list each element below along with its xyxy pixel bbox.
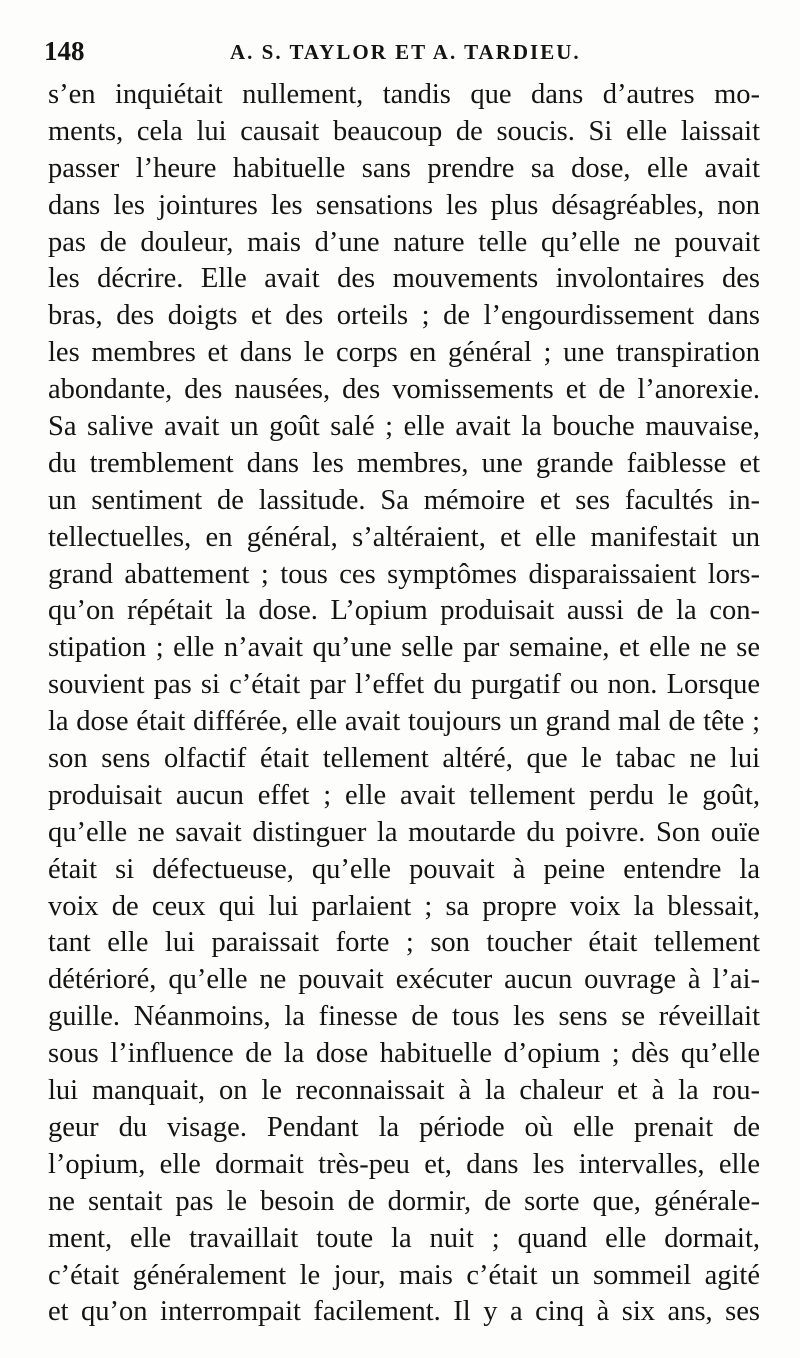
text-line: tant elle lui paraissait forte ; son toucher était tellement [48,927,760,959]
text-line: ment, elle travaillait toute la nuit ; quand elle dormait, [48,1222,760,1254]
text-line: et qu’on interrompait facilement. Il y a cinq à six ans, ses [48,1296,760,1328]
text-line: qu’on répétait la dose. L’opium produisait aussi de la con- [48,595,760,627]
text-line: guille. Néanmoins, la finesse de tous les sens se réveillait [48,1001,760,1033]
text-line: passer l’heure habituelle sans prendre sa dose, elle avait [48,152,760,184]
text-line: produisait aucun effet ; elle avait tellement perdu le goût, [48,779,760,811]
text-line: abondante, des nausées, des vomissements et de l’anorexie. [48,374,760,406]
text-line: tellectuelles, en général, s’altéraient, et elle manifestait un [48,521,760,553]
text-line: dans les jointures les sensations les plus désagréables, non [48,189,760,221]
text-line: lui manquait, on le reconnaissait à la chaleur et à la rou- [48,1075,760,1107]
text-line: les décrire. Elle avait des mouvements involontaires des [48,263,760,295]
text-line: souvient pas si c’était par l’effet du purgatif ou non. Lorsque [48,669,760,701]
text-line: sous l’influence de la dose habituelle d’opium ; dès qu’elle [48,1038,760,1070]
text-line: la dose était différée, elle avait toujours un grand mal de tête ; [48,706,760,738]
page-header [44,30,764,70]
text-line: voix de ceux qui lui parlaient ; sa propre voix la blessait, [48,890,760,922]
text-line: geur du visage. Pendant la période où elle prenait de [48,1111,760,1143]
text-line: s’en inquiétait nullement, tandis que dans d’autres mo- [48,79,760,110]
text-line: détérioré, qu’elle ne pouvait exécuter aucun ouvrage à l’ai- [48,964,760,996]
text-line: ments, cela lui causait beaucoup de soucis. Si elle laissait [48,115,760,147]
text-line: du tremblement dans les membres, une grande faiblesse et [48,447,760,479]
text-line: stipation ; elle n’avait qu’une selle par semaine, et elle ne se [48,632,760,664]
page-number: 148 [44,36,85,66]
text-line: c’était généralement le jour, mais c’était un sommeil agité [48,1259,760,1291]
text-line: un sentiment de lassitude. Sa mémoire et ses facultés in- [48,484,760,516]
text-line: était si défectueuse, qu’elle pouvait à peine entendre la [48,853,760,885]
text-line: Sa salive avait un goût salé ; elle avait la bouche mauvaise, [48,411,760,443]
text-line: les membres et dans le corps en général ; une transpiration [48,337,760,369]
text-line: pas de douleur, mais d’une nature telle qu’elle ne pouvait [48,226,760,258]
text-line: bras, des doigts et des orteils ; de l’engourdissement dans [48,300,760,332]
text-line: qu’elle ne savait distinguer la moutarde du poivre. Son ouïe [48,816,760,848]
body-text [48,77,760,1331]
text-line: son sens olfactif était tellement altéré, que le tabac ne lui [48,743,760,775]
running-head: A. S. TAYLOR ET A. TARDIEU. [230,40,581,64]
text-line: l’opium, elle dormait très-peu et, dans les intervalles, elle [48,1148,760,1180]
text-line: ne sentait pas le besoin de dormir, de sorte que, générale- [48,1185,760,1217]
text-line: grand abattement ; tous ces symptômes disparaissaient lors- [48,558,760,590]
